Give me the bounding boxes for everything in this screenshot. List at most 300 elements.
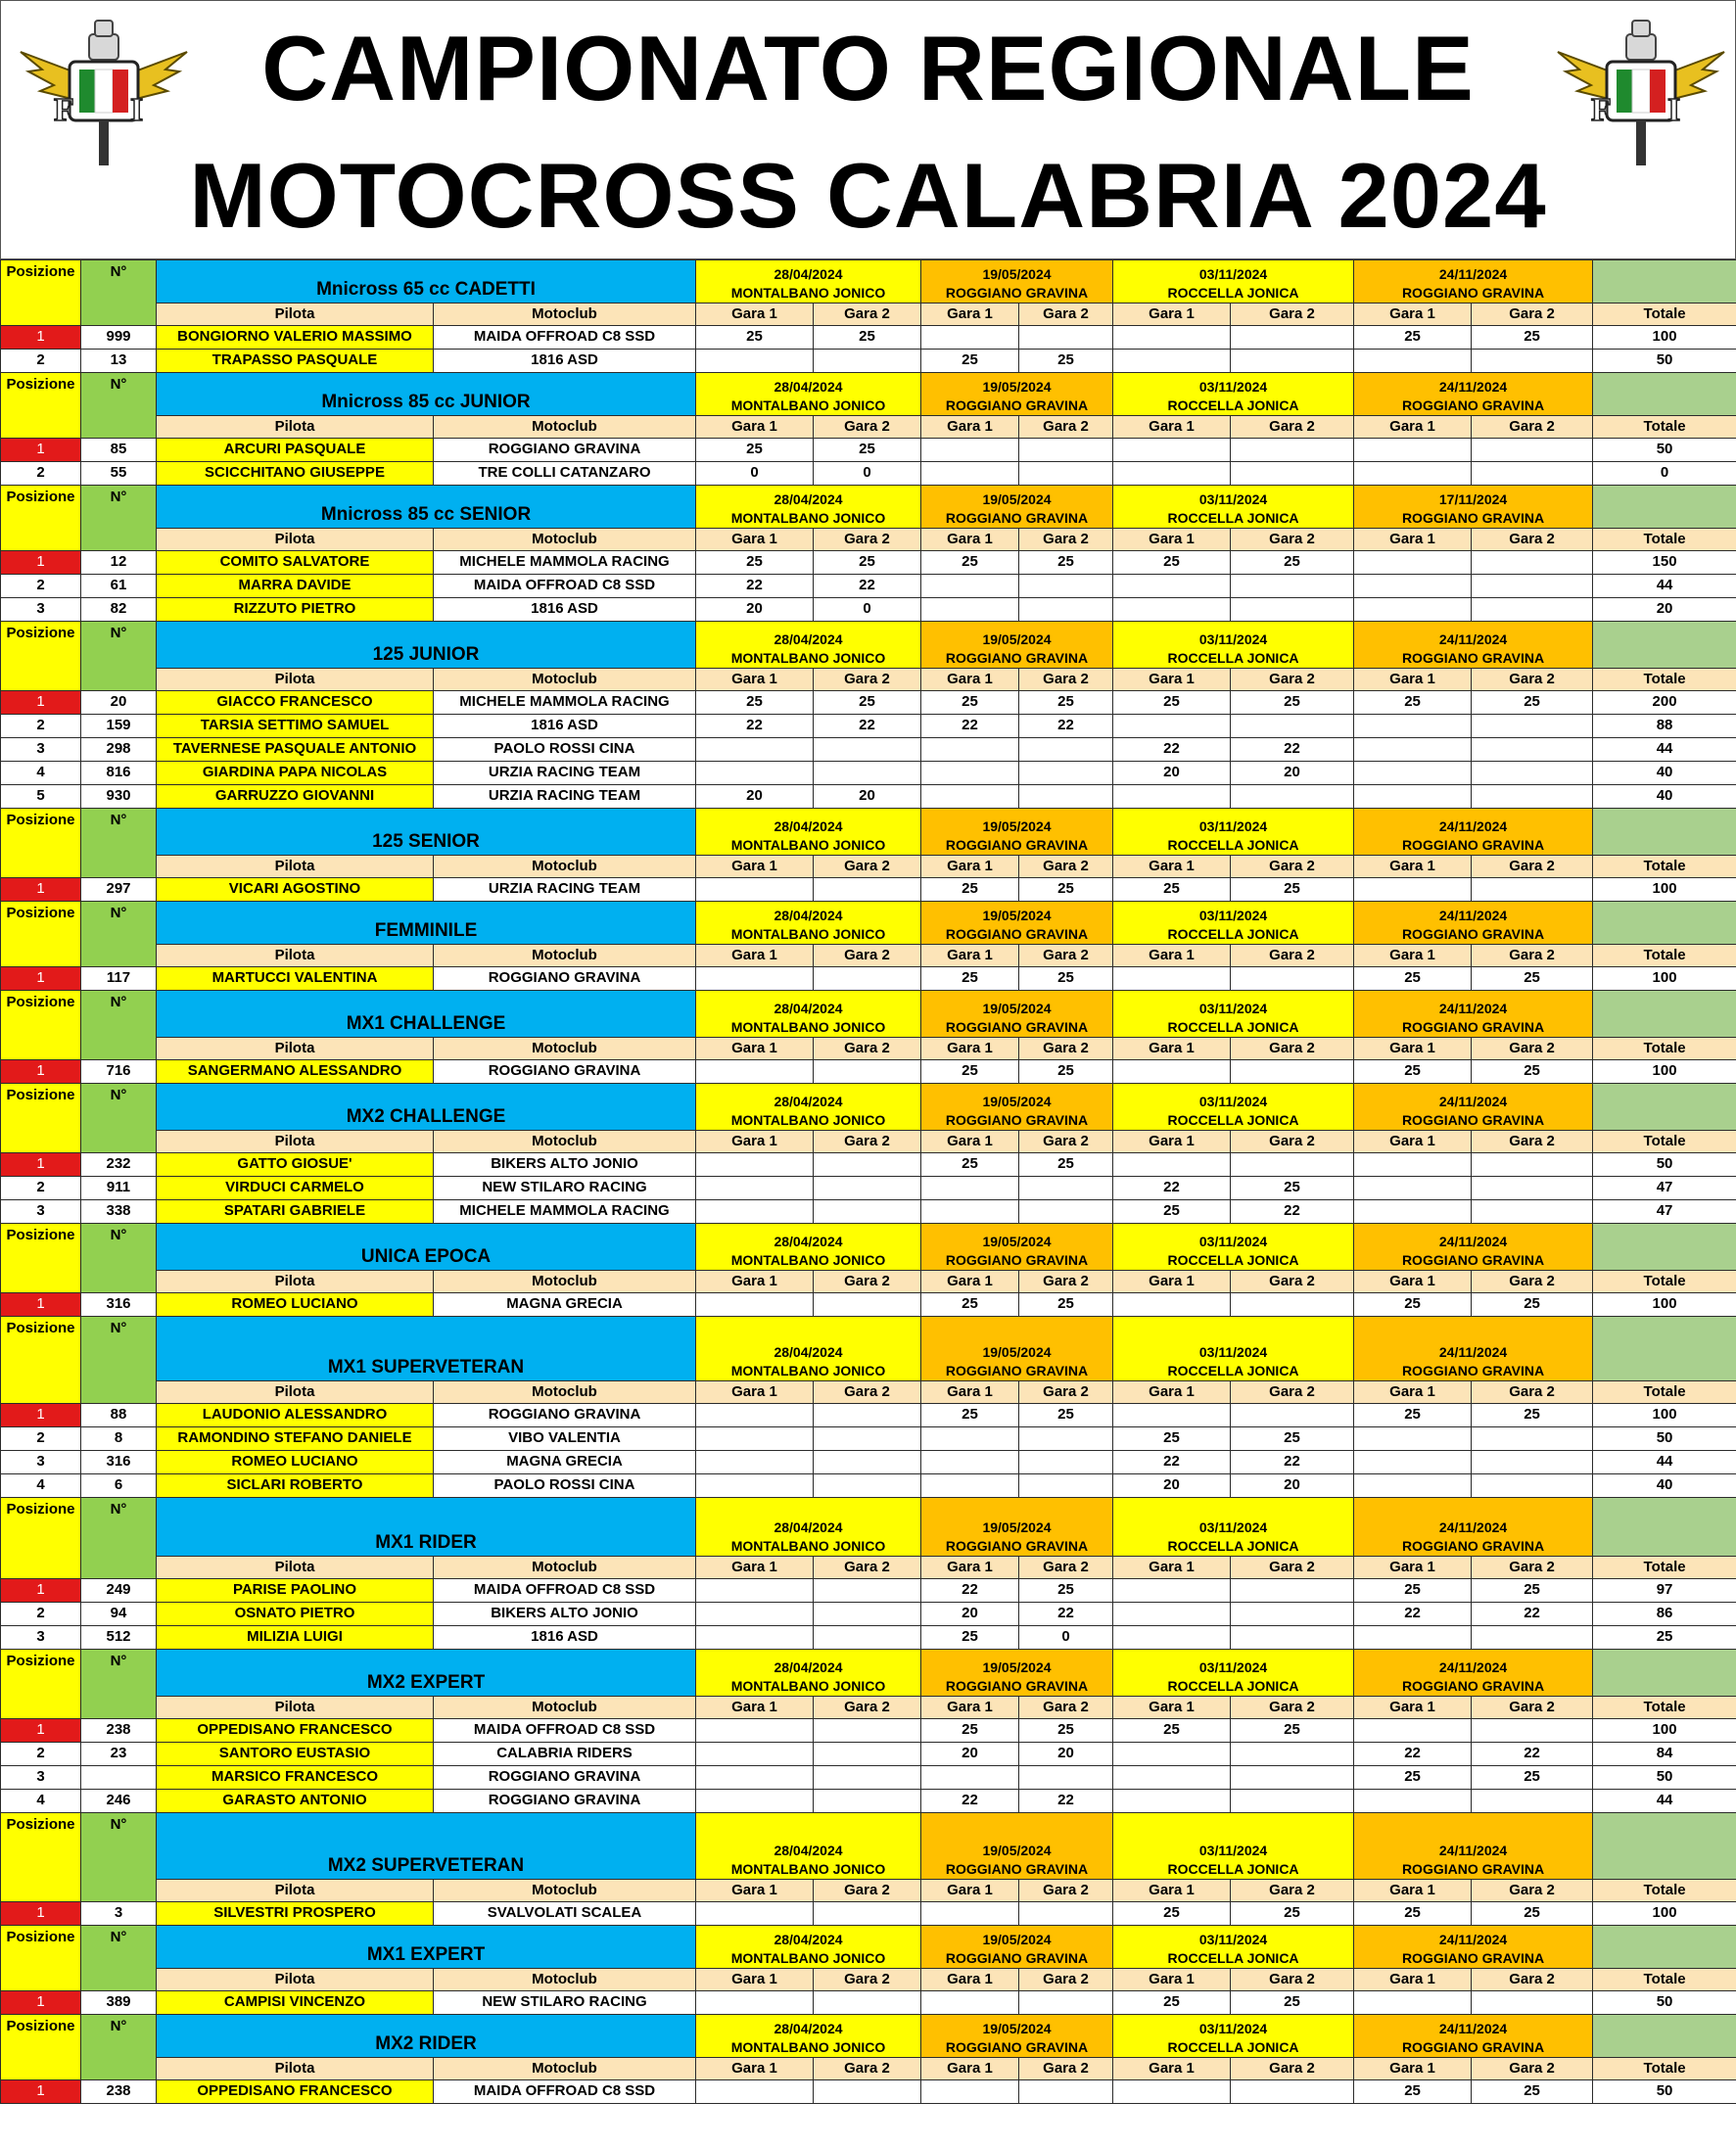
score-cell [814,1743,921,1766]
gara2-header: Gara 2 [814,1697,921,1719]
event-venue: ROGGIANO GRAVINA [945,1252,1089,1269]
gara2-header: Gara 2 [1019,2058,1113,2080]
motoclub-cell: MICHELE MAMMOLA RACING [434,1200,696,1224]
score-cell: 20 [921,1743,1019,1766]
table-row [1,1626,1736,1650]
posizione-header: Posizione [1,991,81,1060]
score-cell [1354,1153,1472,1177]
gara2-header: Gara 2 [1019,416,1113,439]
total-cell: 50 [1593,1991,1736,2015]
table-row [1,1177,1736,1200]
rank-cell: 5 [1,785,81,809]
gara2-header: Gara 2 [1231,1381,1354,1404]
column-header-row [1,1131,1736,1153]
event-venue: ROGGIANO GRAVINA [945,837,1089,854]
score-cell [1113,967,1231,991]
score-cell [1231,1626,1354,1650]
score-cell [1472,878,1593,902]
event-venue: ROGGIANO GRAVINA [1401,1861,1545,1878]
score-cell: 22 [1019,715,1113,738]
gara2-header: Gara 2 [814,416,921,439]
score-cell [1354,598,1472,622]
score-cell [1354,738,1472,762]
event-date: 19/05/2024 [982,1932,1052,1948]
motoclub-cell: ROGGIANO GRAVINA [434,439,696,462]
event-date: 28/04/2024 [774,2021,843,2037]
gara2-header: Gara 2 [1231,416,1354,439]
event-date: 24/11/2024 [1438,266,1508,283]
event-venue: ROGGIANO GRAVINA [945,1363,1089,1379]
score-cell [1472,762,1593,785]
gara2-header: Gara 2 [814,304,921,326]
score-cell [1231,1579,1354,1603]
score-cell [814,1177,921,1200]
gara1-header: Gara 1 [921,1880,1019,1902]
table-row [1,715,1736,738]
number-cell: 716 [81,1060,157,1084]
motoclub-cell: 1816 ASD [434,1626,696,1650]
svg-text:F: F [1591,92,1612,128]
score-cell: 22 [1354,1743,1472,1766]
totale-header: Totale [1593,529,1736,551]
score-cell [1231,1766,1354,1790]
category-header-row [1,486,1736,529]
category-title: 125 SENIOR [157,809,696,856]
score-cell: 25 [1113,1991,1231,2015]
event-venue: MONTALBANO JONICO [730,1112,886,1129]
event-header [1113,991,1354,1038]
motoclub-cell: ROGGIANO GRAVINA [434,1404,696,1427]
score-cell [1354,1719,1472,1743]
gara1-header: Gara 1 [1354,856,1472,878]
score-cell: 25 [1019,878,1113,902]
gara1-header: Gara 1 [921,1038,1019,1060]
column-header-row [1,1969,1736,1991]
score-cell [921,439,1019,462]
event-date: 19/05/2024 [982,1001,1052,1017]
number-cell: 316 [81,1451,157,1474]
score-cell [814,738,921,762]
table-row [1,1293,1736,1317]
gara1-header: Gara 1 [696,529,814,551]
score-cell: 25 [921,1293,1019,1317]
number-cell: 911 [81,1177,157,1200]
event-date: 03/11/2024 [1198,1234,1268,1250]
pilota-header: Pilota [157,1381,434,1404]
pilota-cell: VIRDUCI CARMELO [157,1177,434,1200]
motoclub-cell: PAOLO ROSSI CINA [434,738,696,762]
table-row [1,762,1736,785]
pilota-header: Pilota [157,1880,434,1902]
pilota-cell: OSNATO PIETRO [157,1603,434,1626]
numero-header: N° [81,1813,157,1902]
motoclub-cell: PAOLO ROSSI CINA [434,1474,696,1498]
event-header [1113,1084,1354,1131]
motoclub-header: Motoclub [434,416,696,439]
table-row [1,1719,1736,1743]
event-date: 24/11/2024 [1438,1659,1508,1676]
motoclub-cell: URZIA RACING TEAM [434,762,696,785]
event-venue: ROGGIANO GRAVINA [1401,1950,1545,1967]
score-cell [1113,2080,1231,2104]
score-cell [1472,1719,1593,1743]
score-cell [814,350,921,373]
score-cell: 25 [1472,1404,1593,1427]
score-cell [1472,1474,1593,1498]
event-date: 03/11/2024 [1198,266,1268,283]
table-row [1,691,1736,715]
event-venue: ROCCELLA JONICA [1167,1538,1299,1555]
score-cell [1113,785,1231,809]
score-cell: 25 [1354,326,1472,350]
score-cell [814,1451,921,1474]
gara1-header: Gara 1 [1113,1969,1231,1991]
svg-text:I: I [1667,92,1681,128]
score-cell: 0 [814,462,921,486]
pilota-cell: OPPEDISANO FRANCESCO [157,2080,434,2104]
gara1-header: Gara 1 [921,1969,1019,1991]
totale-header: Totale [1593,945,1736,967]
event-header [1113,809,1354,856]
title-line-1: CAMPIONATO REGIONALE [261,17,1475,119]
numero-header: N° [81,373,157,439]
event-header [696,260,921,304]
score-cell [921,1427,1019,1451]
score-cell [696,1427,814,1451]
rank-cell: 3 [1,1766,81,1790]
score-cell [1231,1603,1354,1626]
score-cell [1472,738,1593,762]
pilota-cell: OPPEDISANO FRANCESCO [157,1719,434,1743]
table-row [1,1474,1736,1498]
event-venue: ROCCELLA JONICA [1167,1678,1299,1695]
rank-cell: 3 [1,598,81,622]
total-cell: 100 [1593,326,1736,350]
gara2-header: Gara 2 [1019,1880,1113,1902]
event-venue: MONTALBANO JONICO [730,397,886,414]
rank-cell: 3 [1,738,81,762]
score-cell [696,350,814,373]
rank-cell: 1 [1,691,81,715]
column-header-row [1,1880,1736,1902]
total-cell: 86 [1593,1603,1736,1626]
score-cell: 25 [1472,1766,1593,1790]
table-row [1,350,1736,373]
totale-header: Totale [1593,1381,1736,1404]
motoclub-cell: VIBO VALENTIA [434,1427,696,1451]
score-cell [1472,1427,1593,1451]
event-header [696,486,921,529]
score-cell [814,1200,921,1224]
rank-cell: 4 [1,1474,81,1498]
score-cell: 25 [1472,1579,1593,1603]
event-date: 03/11/2024 [1198,1843,1268,1859]
totale-header: Totale [1593,304,1736,326]
event-date: 24/11/2024 [1438,908,1508,924]
totale-header: Totale [1593,1271,1736,1293]
gara1-header: Gara 1 [1354,1131,1472,1153]
numero-header: N° [81,902,157,967]
total-cell: 100 [1593,1404,1736,1427]
score-cell: 22 [1113,738,1231,762]
event-venue: ROGGIANO GRAVINA [945,397,1089,414]
event-header [1354,622,1593,669]
gara2-header: Gara 2 [1231,1557,1354,1579]
score-cell [1354,1474,1472,1498]
rank-cell: 4 [1,1790,81,1813]
score-cell: 25 [921,551,1019,575]
table-row [1,878,1736,902]
gara1-header: Gara 1 [696,1697,814,1719]
event-venue: MONTALBANO JONICO [730,926,886,943]
gara2-header: Gara 2 [1472,669,1593,691]
event-venue: ROGGIANO GRAVINA [1401,397,1545,414]
event-header [921,486,1113,529]
score-cell: 25 [814,551,921,575]
event-header [696,1317,921,1381]
event-header [1113,1926,1354,1969]
score-cell [1231,575,1354,598]
score-cell: 25 [921,350,1019,373]
score-cell [1019,738,1113,762]
number-cell: 930 [81,785,157,809]
score-cell [696,1153,814,1177]
event-header [696,1084,921,1131]
event-header [696,1926,921,1969]
score-cell [696,1200,814,1224]
event-venue: ROGGIANO GRAVINA [945,2039,1089,2056]
gara1-header: Gara 1 [696,1557,814,1579]
rank-cell: 1 [1,1719,81,1743]
event-header [696,1498,921,1557]
gara2-header: Gara 2 [814,2058,921,2080]
total-cell: 20 [1593,598,1736,622]
score-cell [1472,551,1593,575]
score-cell: 25 [921,1719,1019,1743]
score-cell [1113,1153,1231,1177]
gara2-header: Gara 2 [1231,1969,1354,1991]
motoclub-header: Motoclub [434,669,696,691]
score-cell: 22 [921,1790,1019,1813]
totale-header: Totale [1593,1697,1736,1719]
event-header [696,622,921,669]
event-venue: ROGGIANO GRAVINA [945,926,1089,943]
event-venue: ROCCELLA JONICA [1167,837,1299,854]
score-cell: 25 [1472,1060,1593,1084]
event-header [696,1813,921,1880]
number-cell: 12 [81,551,157,575]
score-cell [814,1579,921,1603]
event-date: 03/11/2024 [1198,818,1268,835]
event-header [1113,1813,1354,1880]
event-header [1113,260,1354,304]
category-header-row [1,1813,1736,1880]
event-header [1354,1498,1593,1557]
posizione-header: Posizione [1,809,81,878]
event-venue: ROGGIANO GRAVINA [1401,650,1545,667]
column-header-row [1,669,1736,691]
title-line-2: MOTOCROSS CALABRIA 2024 [189,144,1547,247]
rank-cell: 1 [1,326,81,350]
category-title: MX2 RIDER [157,2015,696,2058]
column-header-row [1,304,1736,326]
score-cell: 25 [921,1153,1019,1177]
rank-cell: 3 [1,1626,81,1650]
gara2-header: Gara 2 [1472,416,1593,439]
gara1-header: Gara 1 [1354,1969,1472,1991]
motoclub-header: Motoclub [434,1697,696,1719]
motoclub-cell: MAIDA OFFROAD C8 SSD [434,1579,696,1603]
numero-header: N° [81,1650,157,1719]
gara1-header: Gara 1 [921,416,1019,439]
gara2-header: Gara 2 [1472,1271,1593,1293]
event-venue: ROCCELLA JONICA [1167,1363,1299,1379]
gara2-header: Gara 2 [814,1131,921,1153]
score-cell [814,1293,921,1317]
score-cell: 25 [1019,1579,1113,1603]
number-cell: 20 [81,691,157,715]
event-venue: ROGGIANO GRAVINA [1401,1019,1545,1036]
gara1-header: Gara 1 [1354,1880,1472,1902]
gara2-header: Gara 2 [1472,856,1593,878]
score-cell: 25 [921,967,1019,991]
rank-cell: 3 [1,1200,81,1224]
event-date: 19/05/2024 [982,1344,1052,1361]
gara1-header: Gara 1 [1113,2058,1231,2080]
score-cell [1231,1060,1354,1084]
total-cell: 50 [1593,2080,1736,2104]
event-venue: ROGGIANO GRAVINA [945,285,1089,302]
score-cell [1472,715,1593,738]
score-cell: 25 [1472,1902,1593,1926]
gara2-header: Gara 2 [1019,1271,1113,1293]
pilota-header: Pilota [157,856,434,878]
numero-header: N° [81,809,157,878]
event-venue: ROGGIANO GRAVINA [1401,510,1545,527]
gara1-header: Gara 1 [921,1697,1019,1719]
pilota-cell: MARTUCCI VALENTINA [157,967,434,991]
pilota-header: Pilota [157,669,434,691]
event-header [921,809,1113,856]
score-cell [1472,1153,1593,1177]
score-cell: 25 [1019,1293,1113,1317]
score-cell [814,1603,921,1626]
event-date: 28/04/2024 [774,1519,843,1536]
gara2-header: Gara 2 [814,529,921,551]
event-date: 24/11/2024 [1438,818,1508,835]
score-cell [921,1991,1019,2015]
gara1-header: Gara 1 [921,1381,1019,1404]
category-title: MX1 SUPERVETERAN [157,1317,696,1381]
event-date: 28/04/2024 [774,1234,843,1250]
score-cell [921,762,1019,785]
gara1-header: Gara 1 [1113,416,1231,439]
event-header [696,991,921,1038]
posizione-header: Posizione [1,1926,81,1991]
score-cell: 25 [1354,691,1472,715]
event-venue: ROGGIANO GRAVINA [1401,926,1545,943]
gara2-header: Gara 2 [1019,1038,1113,1060]
total-cell: 50 [1593,350,1736,373]
category-title: Mnicross 85 cc JUNIOR [157,373,696,416]
score-cell: 25 [1354,1404,1472,1427]
score-cell [696,1451,814,1474]
score-cell [1019,1427,1113,1451]
gara1-header: Gara 1 [921,945,1019,967]
number-cell [81,1766,157,1790]
score-cell: 25 [696,551,814,575]
event-date: 19/05/2024 [982,379,1052,396]
gara1-header: Gara 1 [1354,416,1472,439]
column-header-row [1,945,1736,967]
totale-header-spacer [1593,991,1736,1038]
score-cell: 25 [1113,691,1231,715]
score-cell: 25 [1231,1427,1354,1451]
score-cell [921,1451,1019,1474]
totale-header: Totale [1593,1557,1736,1579]
gara1-header: Gara 1 [921,1131,1019,1153]
score-cell: 25 [1354,1902,1472,1926]
pilota-cell: ROMEO LUCIANO [157,1293,434,1317]
total-cell: 100 [1593,1719,1736,1743]
rank-cell: 2 [1,1603,81,1626]
score-cell: 22 [696,715,814,738]
score-cell [814,1404,921,1427]
score-cell [814,1719,921,1743]
motoclub-cell: BIKERS ALTO JONIO [434,1153,696,1177]
gara1-header: Gara 1 [921,529,1019,551]
score-cell: 20 [1019,1743,1113,1766]
event-header [1354,991,1593,1038]
event-date: 28/04/2024 [774,1001,843,1017]
score-cell [1354,1200,1472,1224]
event-header [1113,1224,1354,1271]
gara2-header: Gara 2 [1019,945,1113,967]
motoclub-cell: MAIDA OFFROAD C8 SSD [434,1719,696,1743]
event-date: 24/11/2024 [1438,1344,1508,1361]
table-row [1,1200,1736,1224]
totale-header: Totale [1593,669,1736,691]
total-cell: 100 [1593,1293,1736,1317]
column-header-row [1,529,1736,551]
event-venue: ROGGIANO GRAVINA [1401,1538,1545,1555]
pilota-cell: COMITO SALVATORE [157,551,434,575]
gara1-header: Gara 1 [1113,1697,1231,1719]
score-cell [1019,785,1113,809]
pilota-header: Pilota [157,2058,434,2080]
gara1-header: Gara 1 [696,1969,814,1991]
score-cell: 25 [1231,1902,1354,1926]
event-venue: ROGGIANO GRAVINA [1401,285,1545,302]
total-cell: 84 [1593,1743,1736,1766]
score-cell: 25 [1231,691,1354,715]
number-cell: 55 [81,462,157,486]
score-cell [696,1177,814,1200]
gara2-header: Gara 2 [1472,304,1593,326]
score-cell [921,1200,1019,1224]
score-cell [921,738,1019,762]
score-cell [1354,762,1472,785]
event-date: 28/04/2024 [774,1932,843,1948]
event-venue: ROGGIANO GRAVINA [945,510,1089,527]
score-cell: 25 [1472,2080,1593,2104]
gara1-header: Gara 1 [696,669,814,691]
score-cell: 0 [1019,1626,1113,1650]
score-cell: 22 [1231,738,1354,762]
gara2-header: Gara 2 [1472,945,1593,967]
pilota-cell: PARISE PAOLINO [157,1579,434,1603]
score-cell [1354,551,1472,575]
